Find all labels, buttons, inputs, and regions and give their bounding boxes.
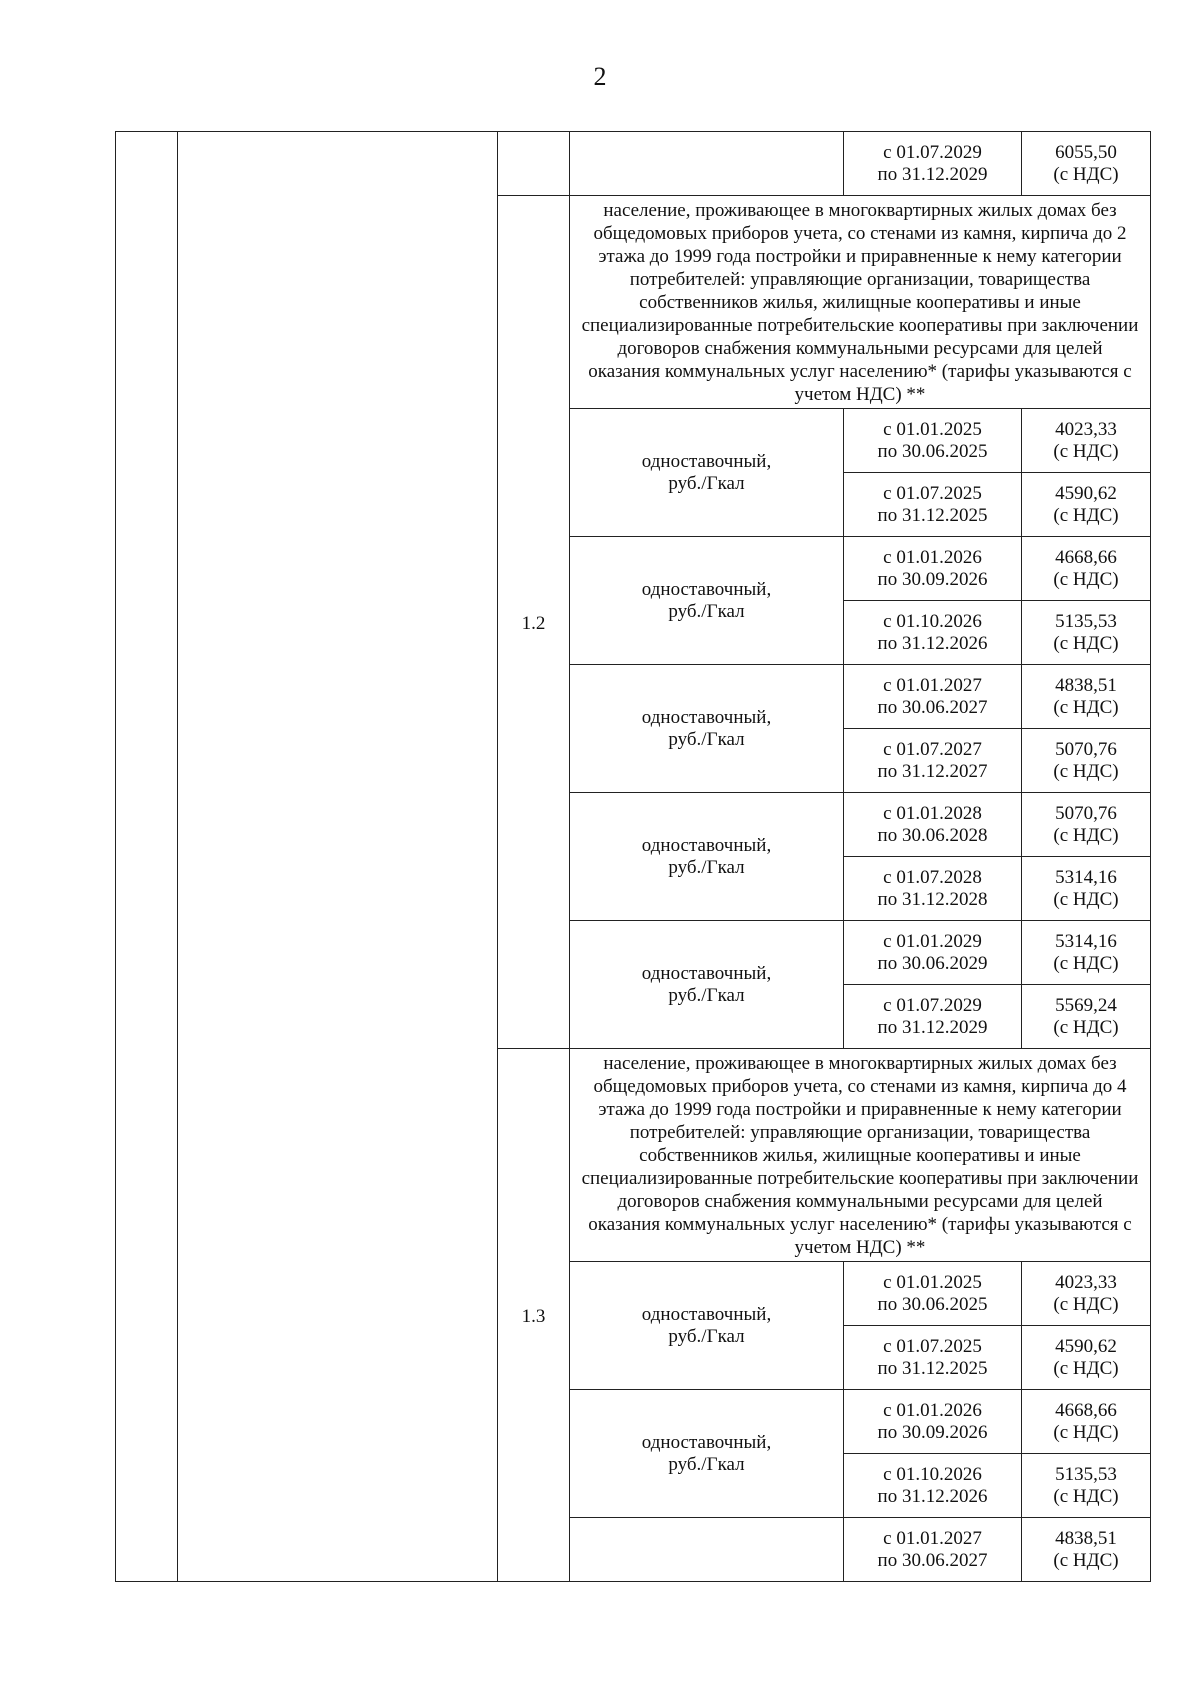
tariff-value: 5135,53 — [1055, 1463, 1117, 1485]
period-from: с 01.07.2028 — [883, 866, 982, 888]
page-number: 2 — [593, 62, 607, 91]
tariff-type: одноставочный, — [641, 450, 772, 472]
period-cell — [844, 857, 1022, 921]
tariff-unit: руб./Гкал — [668, 728, 745, 750]
vat-note: (с НДС) — [1053, 440, 1119, 462]
tariff-type: одноставочный, — [641, 578, 772, 600]
tariff-unit: руб./Гкал — [668, 856, 745, 878]
tariff-value: 4668,66 — [1055, 546, 1117, 568]
period-cell — [844, 793, 1022, 857]
period-to: по 30.06.2029 — [877, 952, 988, 974]
vat-note: (с НДС) — [1053, 632, 1119, 654]
period-cell — [844, 1262, 1022, 1326]
value-cell — [1022, 1518, 1151, 1582]
period-to: по 30.06.2025 — [877, 440, 988, 462]
tariff-unit: руб./Гкал — [668, 1325, 745, 1347]
tariff-value: 4838,51 — [1055, 1527, 1117, 1549]
tariff-unit: руб./Гкал — [668, 984, 745, 1006]
tariff-value: 4590,62 — [1055, 482, 1117, 504]
period-to: по 30.09.2026 — [877, 568, 988, 590]
period-from: с 01.01.2029 — [883, 930, 982, 952]
tariff-value: 5314,16 — [1055, 866, 1117, 888]
value-cell — [1022, 473, 1151, 537]
period-to: по 31.12.2026 — [877, 1485, 988, 1507]
period-to: по 30.06.2025 — [877, 1293, 988, 1315]
tariff-type-cell — [570, 537, 844, 665]
period-cell — [844, 1518, 1022, 1582]
period-from: с 01.07.2025 — [883, 482, 982, 504]
left-column-cell-a — [116, 132, 178, 1582]
period-from: с 01.07.2027 — [883, 738, 982, 760]
period-to: по 30.06.2027 — [877, 696, 988, 718]
tariff-type-cell — [570, 409, 844, 537]
vat-note: (с НДС) — [1053, 568, 1119, 590]
period-cell — [844, 1454, 1022, 1518]
period-to: по 31.12.2028 — [877, 888, 988, 910]
period-cell — [844, 132, 1022, 196]
value-cell — [1022, 1326, 1151, 1390]
vat-note: (с НДС) — [1053, 824, 1119, 846]
value-cell — [1022, 537, 1151, 601]
period-to: по 31.12.2029 — [877, 1016, 988, 1038]
value-cell — [1022, 921, 1151, 985]
vat-note: (с НДС) — [1053, 1549, 1119, 1571]
period-from: с 01.01.2026 — [883, 546, 982, 568]
vat-note: (с НДС) — [1053, 1421, 1119, 1443]
period-cell — [844, 921, 1022, 985]
value-cell — [1022, 409, 1151, 473]
period-to: по 30.09.2026 — [877, 1421, 988, 1443]
tariff-value: 6055,50 — [1055, 141, 1117, 163]
tariff-type-cell — [570, 793, 844, 921]
tariff-value: 5070,76 — [1055, 738, 1117, 760]
vat-note: (с НДС) — [1053, 888, 1119, 910]
section-number: 1.2 — [498, 196, 570, 1049]
tariff-value: 5070,76 — [1055, 802, 1117, 824]
period-cell — [844, 473, 1022, 537]
value-cell — [1022, 1454, 1151, 1518]
period-from: с 01.01.2026 — [883, 1399, 982, 1421]
value-cell — [1022, 857, 1151, 921]
period-cell — [844, 985, 1022, 1049]
tariff-type: одноставочный, — [641, 1303, 772, 1325]
tariff-unit: руб./Гкал — [668, 472, 745, 494]
value-cell — [1022, 1390, 1151, 1454]
period-from: с 01.07.2029 — [883, 141, 982, 163]
tariff-unit: руб./Гкал — [668, 1453, 745, 1475]
vat-note: (с НДС) — [1053, 1357, 1119, 1379]
tariff-type-cell — [570, 132, 844, 196]
period-cell — [844, 601, 1022, 665]
tariff-table — [115, 131, 1151, 1582]
section-description: население, проживающее в многоквартирных жилых домах без общедомовых приборов учета, со стенами из камня, кирпича до 4 этажа до 1999 года постройки и приравненные к нему категории потребителей: управляющие организации, товарищества собственников жилья, жилищные кооперативы и иные специализированные потребительские кооперативы при заключении договоров снабжения коммунальными ресурсами для целей оказания коммунальных услуг населению* (тарифы указываются с учетом НДС) ** — [570, 1049, 1151, 1262]
period-from: с 01.01.2027 — [883, 674, 982, 696]
tariff-type: одноставочный, — [641, 1431, 772, 1453]
tariff-value: 4023,33 — [1055, 418, 1117, 440]
period-cell — [844, 1326, 1022, 1390]
tariff-type-cell — [570, 1390, 844, 1518]
value-cell — [1022, 729, 1151, 793]
period-to: по 31.12.2026 — [877, 632, 988, 654]
left-column-cell-b — [178, 132, 498, 1582]
tariff-type: одноставочный, — [641, 834, 772, 856]
tariff-type-cell — [570, 921, 844, 1049]
value-cell — [1022, 665, 1151, 729]
period-to: по 31.12.2025 — [877, 504, 988, 526]
tariff-value: 4590,62 — [1055, 1335, 1117, 1357]
tariff-value: 4023,33 — [1055, 1271, 1117, 1293]
vat-note: (с НДС) — [1053, 1485, 1119, 1507]
value-cell — [1022, 601, 1151, 665]
period-from: с 01.01.2028 — [883, 802, 982, 824]
period-from: с 01.01.2025 — [883, 1271, 982, 1293]
tariff-value: 5135,53 — [1055, 610, 1117, 632]
vat-note: (с НДС) — [1053, 1293, 1119, 1315]
section-number-cell — [498, 132, 570, 196]
section-description: население, проживающее в многоквартирных жилых домах без общедомовых приборов учета, со стенами из камня, кирпича до 2 этажа до 1999 года постройки и приравненные к нему категории потребителей: управляющие организации, товарищества собственников жилья, жилищные кооперативы и иные специализированные потребительские кооперативы при заключении договоров снабжения коммунальными ресурсами для целей оказания коммунальных услуг населению* (тарифы указываются с учетом НДС) ** — [570, 196, 1151, 409]
tariff-value: 4838,51 — [1055, 674, 1117, 696]
vat-note: (с НДС) — [1053, 163, 1119, 185]
period-to: по 30.06.2027 — [877, 1549, 988, 1571]
period-from: с 01.10.2026 — [883, 610, 982, 632]
period-to: по 30.06.2028 — [877, 824, 988, 846]
vat-note: (с НДС) — [1053, 760, 1119, 782]
period-cell — [844, 665, 1022, 729]
period-cell — [844, 729, 1022, 793]
vat-note: (с НДС) — [1053, 696, 1119, 718]
tariff-unit: руб./Гкал — [668, 600, 745, 622]
period-from: с 01.07.2025 — [883, 1335, 982, 1357]
value-cell — [1022, 793, 1151, 857]
tariff-type-cell — [570, 665, 844, 793]
period-from: с 01.10.2026 — [883, 1463, 982, 1485]
period-to: по 31.12.2027 — [877, 760, 988, 782]
tariff-type-cell — [570, 1262, 844, 1390]
period-cell — [844, 537, 1022, 601]
period-from: с 01.07.2029 — [883, 994, 982, 1016]
vat-note: (с НДС) — [1053, 952, 1119, 974]
section-number: 1.3 — [498, 1049, 570, 1582]
value-cell — [1022, 1262, 1151, 1326]
period-to: по 31.12.2025 — [877, 1357, 988, 1379]
vat-note: (с НДС) — [1053, 504, 1119, 526]
period-to: по 31.12.2029 — [877, 163, 988, 185]
value-cell — [1022, 985, 1151, 1049]
period-cell — [844, 1390, 1022, 1454]
tariff-value: 5314,16 — [1055, 930, 1117, 952]
period-from: с 01.01.2027 — [883, 1527, 982, 1549]
tariff-value: 5569,24 — [1055, 994, 1117, 1016]
period-cell — [844, 409, 1022, 473]
vat-note: (с НДС) — [1053, 1016, 1119, 1038]
tariff-type: одноставочный, — [641, 962, 772, 984]
tariff-type-cell — [570, 1518, 844, 1582]
period-from: с 01.01.2025 — [883, 418, 982, 440]
tariff-value: 4668,66 — [1055, 1399, 1117, 1421]
tariff-type: одноставочный, — [641, 706, 772, 728]
value-cell — [1022, 132, 1151, 196]
